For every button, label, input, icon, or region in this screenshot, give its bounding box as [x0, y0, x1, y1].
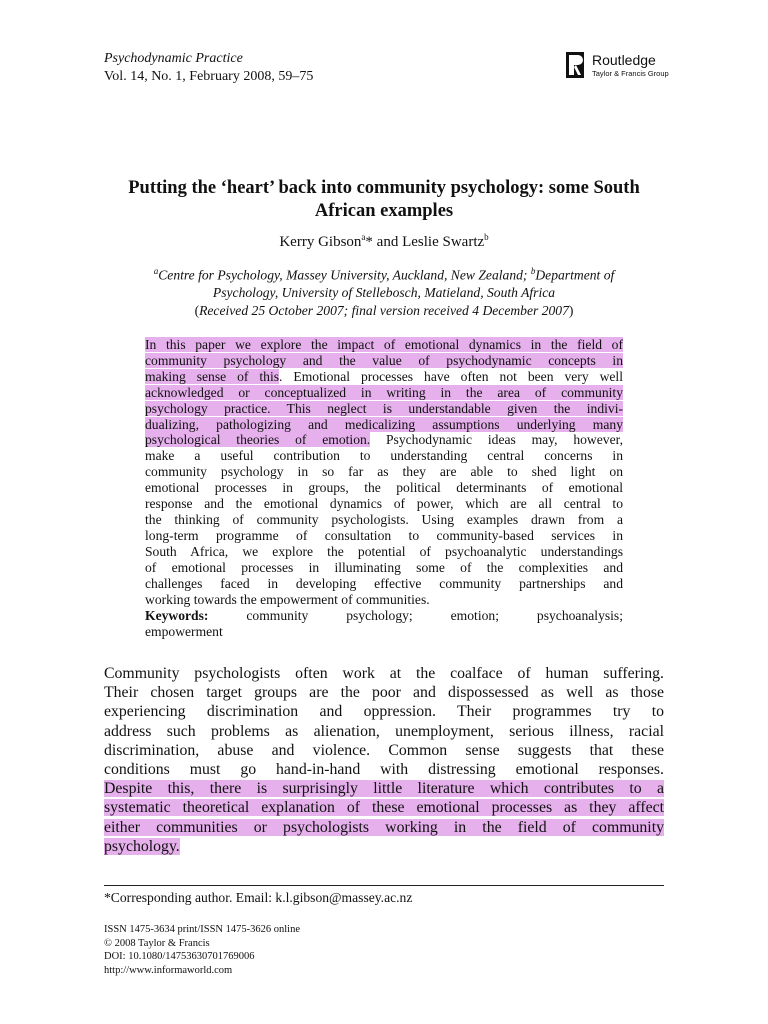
body-paragraph: [104, 664, 664, 856]
abstract-highlight: making sense of this: [145, 368, 280, 384]
body-text: discrimination, abuse and violence. Common sense suggests that these: [104, 741, 664, 759]
abstract-line: [145, 544, 623, 560]
abstract-line: [145, 369, 623, 385]
body-line: [104, 818, 664, 837]
body-text: conditions must go hand-in-hand with distressing emotional responses.: [104, 761, 664, 779]
abstract-highlight: psychological theories of emotion.: [145, 432, 371, 448]
journal-issue: Vol. 14, No. 1, February 2008, 59–75: [104, 69, 314, 84]
abstract-text: community psychology in so far as they are able to shed light on: [145, 464, 623, 480]
abstract-highlight: acknowledged or conceptualized in writing in the area of community: [145, 384, 623, 400]
body-line: [104, 664, 664, 683]
abstract-highlight: dualizing, pathologizing and medicalizing assumptions underlying many: [145, 416, 623, 432]
author-line: [104, 228, 664, 251]
affiliation-line-2: Psychology, University of Stellebosch, Matieland, South Africa: [212, 284, 556, 300]
abstract-text: emotional processes in groups, the political determinants of emotional: [145, 480, 623, 496]
publisher-group: Taylor & Francis Group: [592, 69, 669, 78]
keywords-line-2: empowerment: [145, 624, 223, 639]
received-dates: [104, 302, 664, 319]
affil-a-mark: a: [153, 266, 159, 276]
corresponding-mark: *: [365, 234, 373, 250]
abstract-line: [145, 385, 623, 401]
received-close-paren: ): [568, 303, 574, 318]
author-joiner: and: [372, 234, 403, 250]
abstract-text: Psychodynamic ideas may, however,: [370, 432, 623, 448]
abstract-text: working towards the empowerment of communities.: [145, 591, 430, 607]
abstract-line: [145, 496, 623, 512]
abstract-text: of emotional processes in illuminating some of the complexities and: [145, 559, 623, 575]
footnote-divider: [104, 885, 664, 886]
corresponding-footnote: *Corresponding author. Email: k.l.gibson@massey.ac.nz: [104, 890, 413, 905]
keywords-list: community psychology; emotion; psychoanalysis;: [246, 608, 624, 623]
abstract-text: . Emotional processes have often not been very well: [279, 368, 623, 384]
author-2-affil-mark: b: [484, 232, 489, 242]
abstract-line: [145, 337, 623, 353]
body-text: Community psychologists often work at the coalface of human suffering.: [104, 665, 664, 682]
abstract-line: [145, 401, 623, 417]
abstract-text: long-term programme of consultation to community-based services in: [145, 527, 623, 543]
body-text: address such problems as alienation, unemployment, serious illness, racial: [104, 722, 664, 740]
abstract: [145, 337, 623, 607]
abstract-highlight: In this paper we explore the impact of emotional dynamics in the field of: [145, 337, 623, 352]
abstract-line: [145, 353, 623, 369]
affiliations: [104, 263, 664, 301]
article-title: [104, 177, 664, 223]
issn-block: [104, 923, 300, 977]
body-line: [104, 798, 664, 817]
affil-b-mark: b: [530, 266, 536, 276]
body-highlight: either communities or psychologists working in the field of community: [104, 818, 664, 836]
abstract-highlight: psychology practice. This neglect is understandable given the indivi-: [145, 400, 623, 416]
url-line: http://www.informaworld.com: [104, 964, 233, 976]
affiliation-line-1: [104, 263, 664, 284]
routledge-icon: [566, 52, 584, 78]
body-text: experiencing discrimination and oppression. Their programmes try to: [104, 703, 664, 721]
abstract-line: [145, 417, 623, 433]
body-highlight: psychology.: [104, 837, 180, 855]
body-line: [104, 779, 664, 798]
title-line-2: African examples: [314, 201, 454, 221]
body-line: [104, 837, 664, 856]
doi-line: DOI: 10.1080/14753630701769006: [104, 951, 255, 962]
abstract-line: [145, 560, 623, 576]
abstract-line: [145, 576, 623, 592]
journal-header: [104, 50, 313, 86]
abstract-line: [145, 512, 623, 528]
title-line-1: Putting the ‘heart’ back into community psychology: some South: [128, 178, 640, 198]
body-highlight: Despite this, there is surprisingly little literature which contributes to a: [104, 780, 664, 798]
body-line: [104, 760, 664, 779]
abstract-text: make a useful contribution to understanding central concerns in: [145, 448, 623, 464]
abstract-line: [145, 528, 623, 544]
body-line: [104, 683, 664, 702]
publisher-name: Routledge: [592, 52, 656, 68]
body-line: [104, 702, 664, 721]
keywords-line-1: [145, 608, 623, 624]
abstract-line: [145, 464, 623, 480]
abstract-text: South Africa, we explore the potential of psychoanalytic understandings: [145, 543, 623, 559]
affiliation-b: Department of: [535, 267, 615, 283]
issn-line: ISSN 1475-3634 print/ISSN 1475-3626 online: [104, 924, 301, 935]
body-text: Their chosen target groups are the poor and dispossessed as well as those: [104, 684, 664, 702]
body-line: [104, 741, 664, 760]
abstract-line: [145, 480, 623, 496]
received-open-paren: (: [194, 303, 200, 318]
journal-name: Psychodynamic Practice: [104, 51, 243, 66]
abstract-text: the thinking of community psychologists. Using examples drawn from a: [145, 511, 623, 527]
keywords: [145, 608, 623, 640]
copyright-line: © 2008 Taylor & Francis: [104, 937, 210, 949]
body-line: [104, 722, 664, 741]
keywords-label: Keywords:: [145, 608, 209, 623]
abstract-text: challenges faced in developing effective community partnerships and: [145, 575, 623, 591]
received-text: Received 25 October 2007; final version received 4 December 2007: [199, 303, 569, 318]
affiliation-a: Centre for Psychology, Massey University, Auckland, New Zealand;: [158, 267, 531, 283]
abstract-line: [145, 592, 623, 608]
author-2: Leslie Swartz: [402, 234, 485, 250]
body-highlight: systematic theoretical explanation of these emotional processes as they affect: [104, 799, 664, 817]
abstract-highlight: community psychology and the value of psychodynamic concepts in: [145, 352, 623, 368]
publisher-logo: [566, 52, 676, 82]
author-1: Kerry Gibson: [279, 234, 362, 250]
abstract-text: response and the emotional dynamics of power, which are all central to: [145, 496, 623, 512]
author-1-affil-mark: a: [361, 232, 366, 242]
abstract-line: [145, 448, 623, 464]
abstract-line: [145, 432, 623, 448]
